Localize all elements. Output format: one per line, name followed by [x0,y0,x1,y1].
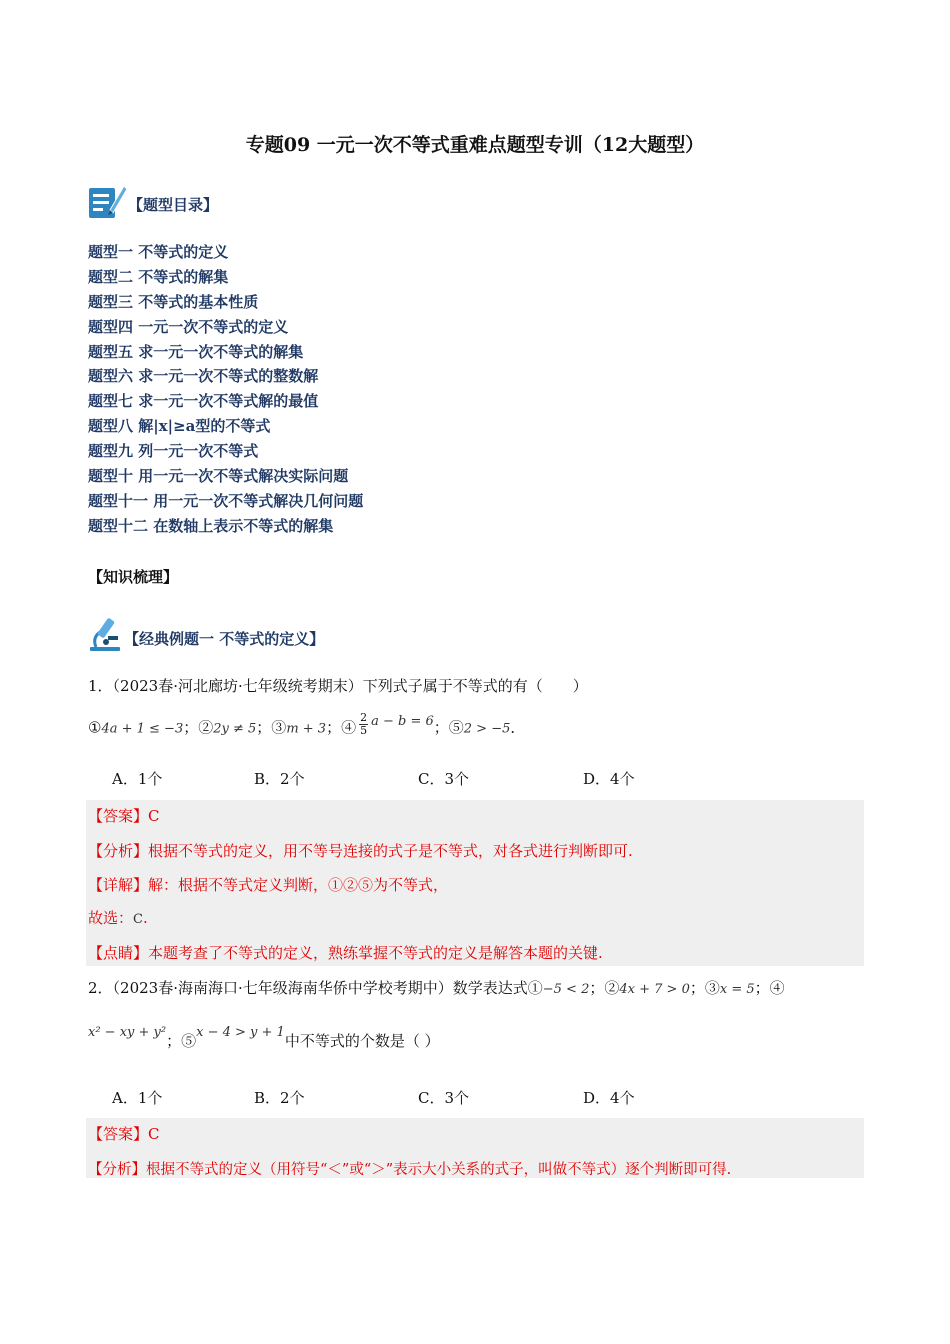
toc-header: 【题型目录】 [128,196,219,214]
option-value: 3个 [444,1089,470,1107]
q2-m3-label: ；③ [689,979,720,997]
pencil-note-icon [86,180,128,222]
q1-option-a[interactable] [112,768,162,789]
option-letter: A． [112,770,138,788]
q1-detail [88,874,448,895]
option-value: 4个 [610,1089,635,1107]
q1-m4-label: ；④ [326,718,357,737]
comment-text: 本题考查了不等式的定义，熟练掌握不等式的定义是解答本题的关键. [148,944,603,962]
q1-answer-box [86,800,864,966]
q2-line2 [88,1025,440,1051]
option-letter: C． [418,1089,445,1107]
q2-option-c[interactable] [418,1087,469,1108]
q1-frac-den: 5 [360,724,368,737]
comment-tag: 【点睛】 [88,944,149,962]
option-value: 3个 [444,770,470,788]
q2-m2: 4x + 7 > 0 [619,982,690,997]
q2-m5-label: ；⑤ [166,1032,197,1050]
q1-frac-num: 2 [360,711,368,724]
q2-m2-label: ；② [589,979,620,997]
option-letter: B． [254,1089,281,1107]
toc-list [88,240,363,539]
q1-end: ． [510,718,526,737]
q2-answer-box [86,1118,864,1178]
q2-m4: x² − xy + y² [88,1025,167,1040]
q2-stem: 2．（2023春·海南海口·七年级海南华侨中学校考期中）数学表达式① [88,979,543,997]
answer-value: C [148,1125,160,1143]
q2-option-a[interactable] [112,1087,162,1108]
answer-value: C [148,807,160,825]
toc-item[interactable]: 题型十二 在数轴上表示不等式的解集 [88,516,334,535]
q1-m2-label: ；② [183,718,214,737]
q1-option-b[interactable] [254,768,305,789]
analysis-text: 根据不等式的定义（用符号“＜”或“＞”表示大小关系的式子，叫做不等式）逐个判断即可得. [146,1162,732,1178]
q2-analysis [88,1158,731,1179]
q1-m4: a − b = 6 [371,713,434,729]
q2-m3: x = 5 [719,982,755,997]
option-letter: B． [254,770,281,788]
q1-comment [88,942,603,963]
q2-tail: 中不等式的个数是（ ） [284,1032,440,1050]
toc-item[interactable]: 题型七 求一元一次不等式解的最值 [88,392,319,411]
toc-item[interactable]: 题型三 不等式的基本性质 [88,292,259,311]
q1-expressions [88,711,526,752]
toc-item[interactable]: 题型一 不等式的定义 [88,243,229,261]
therefore-label: 故选： [88,909,134,927]
toc-item[interactable]: 题型六 求一元一次不等式的整数解 [88,367,319,386]
q1-m2: 2y ≠ 5 [213,721,257,737]
therefore-value: C [133,912,143,927]
q2-option-d[interactable] [583,1087,635,1108]
option-value: 4个 [610,770,635,788]
option-letter: C． [418,770,445,788]
q1-therefore [88,907,148,928]
q2-m1: −5 < 2 [542,982,590,997]
q1-m1: 4a + 1 ≤ −3 [101,721,184,737]
q1-option-c[interactable] [418,768,469,789]
q1-m1-label: ① [88,718,102,737]
answer-tag: 【答案】 [88,807,149,825]
knowledge-header: 【知识梳理】 [88,568,179,586]
toc-item[interactable]: 题型五 求一元一次不等式的解集 [88,342,304,361]
q1-m3-label: ；③ [256,718,287,737]
microscope-icon [86,614,126,654]
q1-option-d[interactable] [583,768,635,789]
q1-m5: 2 > −5 [463,721,511,737]
option-value: 1个 [137,770,163,788]
toc-item[interactable]: 题型九 列一元一次不等式 [88,442,259,461]
q2-m4-label: ；④ [754,979,785,997]
q2-option-b[interactable] [254,1087,305,1108]
q2-line1 [88,977,785,998]
toc-item[interactable]: 题型八 解|x|≥a型的不等式 [88,417,271,436]
analysis-tag: 【分析】 [88,842,149,860]
answer-tag: 【答案】 [88,1125,149,1143]
q1-stem: 1．（2023春·河北廊坊·七年级统考期末）下列式子属于不等式的有（ ） [88,677,588,695]
analysis-tag: 【分析】 [88,1162,146,1178]
q1-m3: m + 3 [286,721,327,737]
q1-fraction [359,712,368,737]
q1-answer [88,805,160,826]
toc-item[interactable]: 题型四 一元一次不等式的定义 [88,317,289,336]
option-letter: D． [583,1089,611,1107]
toc-item[interactable]: 题型二 不等式的解集 [88,267,229,286]
toc-item[interactable]: 题型十一 用一元一次不等式解决几何问题 [88,491,364,510]
therefore-end: . [142,909,148,927]
example-header: 【经典例题一 不等式的定义】 [124,630,325,648]
q1-m5-label: ；⑤ [433,718,464,737]
page-title: 专题09 一元一次不等式重难点题型专训（12大题型） [245,134,705,156]
option-value: 2个 [280,1089,305,1107]
detail-tag: 【详解】 [88,876,149,894]
q1-analysis [88,840,633,861]
toc-item[interactable]: 题型十 用一元一次不等式解决实际问题 [88,467,349,486]
option-value: 1个 [137,1089,163,1107]
analysis-text: 根据不等式的定义，用不等号连接的式子是不等式，对各式进行判断即可. [148,842,633,860]
q2-answer [88,1123,160,1144]
q2-m5: x − 4 > y + 1 [196,1025,285,1040]
option-letter: D． [583,770,611,788]
option-letter: A． [112,1089,138,1107]
detail-text: 解：根据不等式定义判断，①②⑤为不等式， [148,876,449,894]
option-value: 2个 [280,770,305,788]
